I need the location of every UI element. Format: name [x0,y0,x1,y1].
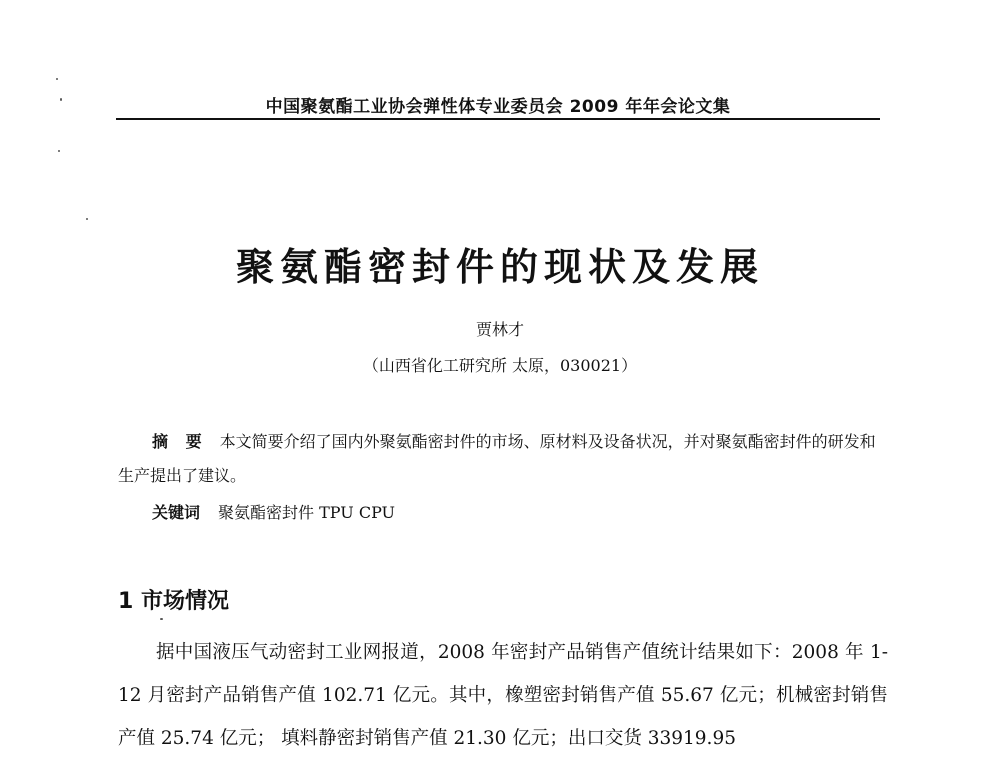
section-body [118,631,888,760]
keywords [152,500,395,523]
scan-speck [56,78,58,80]
running-header: 中国聚氨酯工业协会弹性体专业委员会 2009 年年会论文集 [265,97,731,117]
body-paragraph: 据中国液压气动密封工业网报道，2008 年密封产品销售产值统计结果如下：2008 年 1-12 月密封产品销售产值 102.71 亿元。其中，橡塑密封销售产值 55.67 亿元；机械密封销售产值 25.74 亿元； 填料静密封销售产值 21.30 亿元；出口交货 33919.95 [118,642,888,749]
header-rule [116,118,880,120]
abstract-label: 摘 要 [152,432,208,451]
author-name: 贾林才 [475,320,524,339]
scan-speck [160,618,163,620]
paper-title: 聚氨酯密封件的现状及发展 [235,244,764,289]
abstract-text: 本文简要介绍了国内外聚氨酯密封件的市场、原材料及设备状况，并对聚氨酯密封件的研发和生产提出了建议。 [118,432,876,485]
abstract-paragraph [118,425,888,493]
abstract [118,425,888,493]
keywords-text: 聚氨酯密封件 TPU CPU [218,503,396,522]
keywords-label: 关键词 [152,503,201,522]
section-heading: 1 市场情况 [118,589,229,614]
author-affiliation: （山西省化工研究所 太原，030021） [362,356,638,375]
scan-speck [86,218,88,220]
scan-speck [58,150,60,152]
scan-speck [60,98,62,101]
